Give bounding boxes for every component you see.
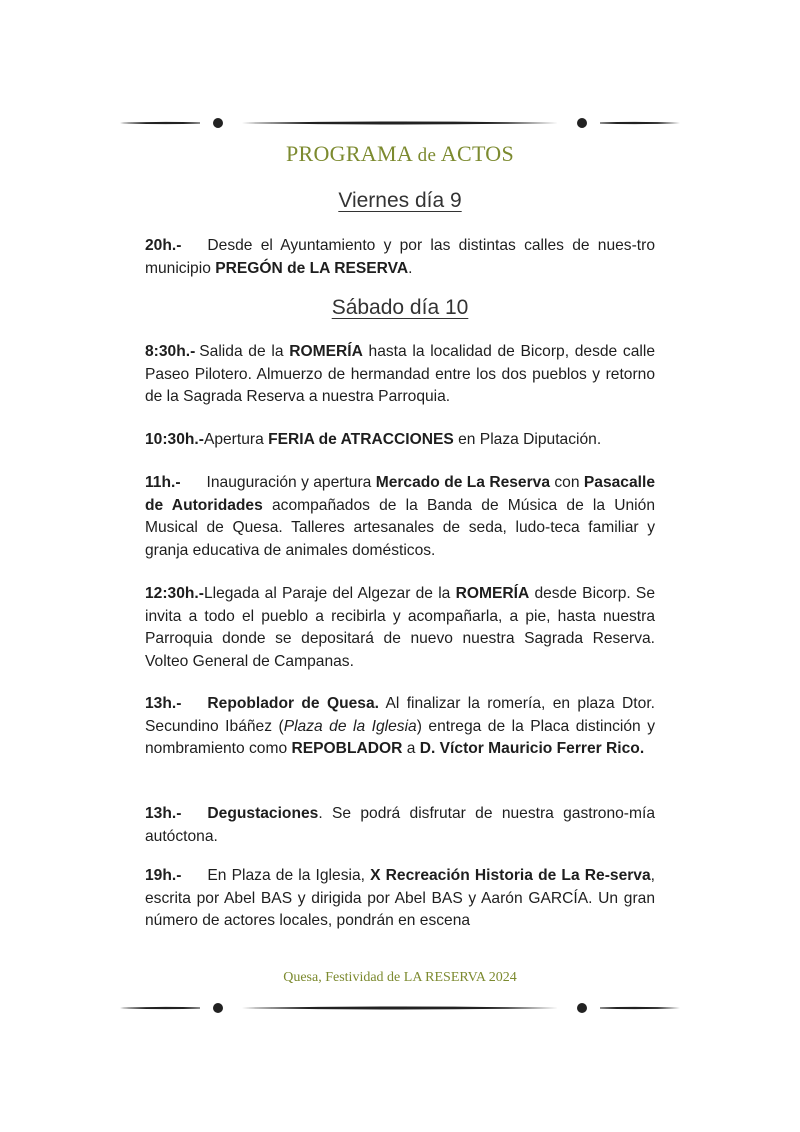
ornament-divider-top <box>120 117 680 129</box>
program-entry: 12:30h.-Llegada al Paraje del Algezar de la ROMERÍA desde Bicorp. Se invita a todo el pueblo a recibirla y acompañarla, a pie, hasta nuestra Parroquia donde se depositará de nuevo nuestra Sagrada Reserva. Volteo General de Campanas. <box>145 585 656 670</box>
ornament-divider-bottom <box>120 1002 680 1014</box>
program-entry: 11h.- Inauguración y apertura Mercado de La Reserva con Pasacalle de Autoridades acompañados de la Banda de Música de la Unión Musical de Quesa. Talleres artesanales de seda, ludo-teca familiar y granja educativa de animales domésticos. <box>145 474 655 559</box>
program-entry: 10:30h.-Apertura FERIA de ATRACCIONES en Plaza Diputación. <box>145 431 602 448</box>
page-footer: Quesa, Festividad de LA RESERVA 2024 <box>283 970 517 985</box>
program-entry: 8:30h.- Salida de la ROMERÍA hasta la localidad de Bicorp, desde calle Paseo Pilotero. Almuerzo de hermandad entre los dos pueblos y retorno de la Sagrada Reserva a nuestra Parroquia. <box>145 343 656 405</box>
day-heading-friday: Viernes día 9 <box>338 189 462 212</box>
program-entry: 13h.- Repoblador de Quesa. Al finalizar la romería, en plaza Dtor. Secundino Ibáñez (Plaza de la Iglesia) entrega de la Placa distinción y nombramiento como REPOBLADOR a D. Víctor Mauricio Ferrer Rico. <box>145 695 656 757</box>
program-entry: 20h.- Desde el Ayuntamiento y por las distintas calles de nues-tro municipio PREGÓN de LA RESERVA. <box>145 237 655 277</box>
day-heading-saturday: Sábado día 10 <box>331 296 469 319</box>
page-title: PROGRAMA de ACTOS <box>285 141 515 166</box>
program-entry: 19h.- En Plaza de la Iglesia, X Recreación Historia de La Re-serva, escrita por Abel BAS y dirigida por Abel BAS y Aarón GARCÍA. Un gran número de actores locales, pondrán en escena <box>145 867 655 929</box>
program-entry: 13h.- Degustaciones. Se podrá disfrutar de nuestra gastrono-mía autóctona. <box>145 805 655 845</box>
